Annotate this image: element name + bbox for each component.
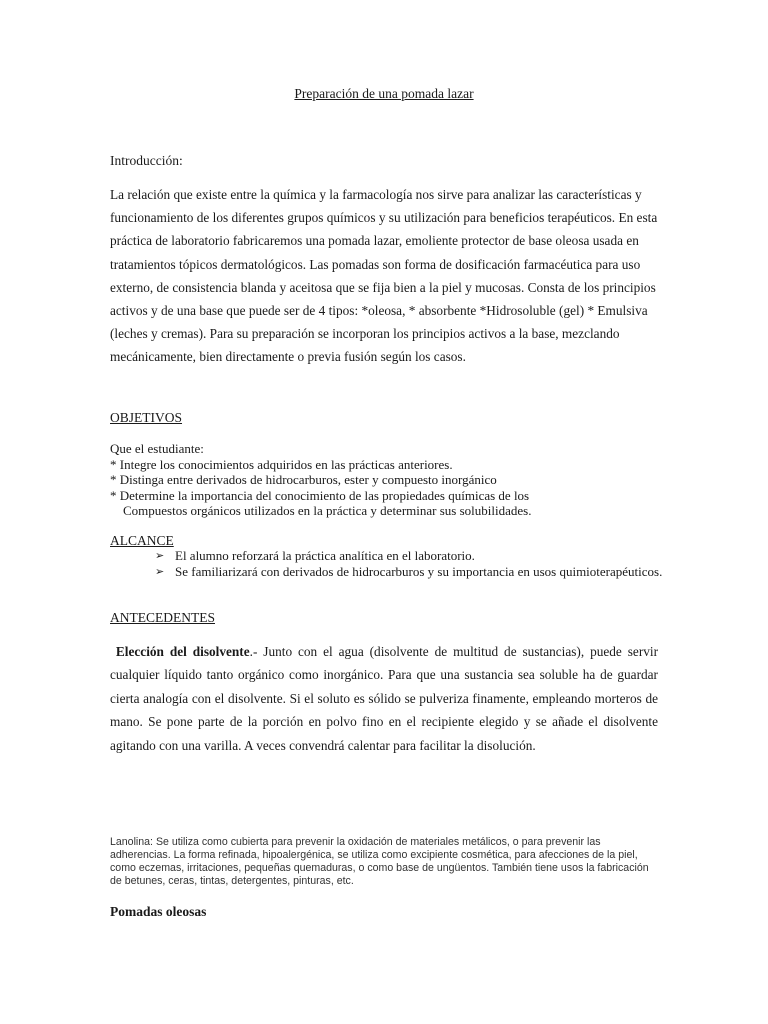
intro-paragraph: La relación que existe entre la química y la farmacología nos sirve para analizar las características y funcionamiento de los diferentes grupos químicos y su utilización para beneficios terapéuticos. En esta práctica de laboratorio fabricaremos una pomada lazar, emoliente protector de base oleosa usada en tratamientos tópicos dermatológicos. Las pomadas son forma de dosificación farmacéutica para uso externo, de consistencia blanda y aceitosa que se fija bien a la piel y mucosas. Consta de los principios activos y de una base que puede ser de 4 tipos: *oleosa, * absorbente *Hidrosoluble (gel) * Emulsiva (leches y cremas). Para su preparación se incorporan los principios activos a la base, mezclando mecánicamente, bien directamente o previa fusión según los casos.: [110, 187, 658, 365]
objetivo-item: * Determine la importancia del conocimiento de las propiedades químicas de los: [110, 487, 530, 503]
alcance-heading: ALCANCE: [110, 533, 174, 548]
antecedentes-bold-lead: Elección del disolvente: [115, 644, 250, 659]
alcance-item: [155, 564, 675, 580]
alcance-list: [155, 548, 675, 579]
objetivos-list: [110, 441, 670, 519]
alcance-item-text: Se familiarizará con derivados de hidrocarburos y su importancia en usos quimioterapéuticos.: [175, 563, 663, 579]
objetivos-heading: OBJETIVOS: [110, 410, 183, 425]
antecedentes-paragraph: [110, 640, 658, 757]
arrow-bullet-icon: ➢: [155, 549, 165, 562]
antecedentes-body: .- Junto con el agua (disolvente de multitud de sustancias), puede servir cualquier líquido tanto orgánico como inorgánico. Para que una sustancia sea soluble ha de guardar cierta analogía con el disolvente. Si el soluto es sólido se pulveriza finamente, empleando morteros de mano. Se pone parte de la porción en polvo fino en el recipiente elegido y se añade el disolvente agitando con una varilla. A veces convendrá calentar para facilitar la disolución.: [110, 644, 659, 753]
objetivo-item: * Integre los conocimientos adquiridos en las prácticas anteriores.: [110, 456, 453, 472]
objetivo-item-continuation: Compuestos orgánicos utilizados en la práctica y determinar sus solubilidades.: [123, 503, 532, 519]
objetivos-lead: Que el estudiante:: [110, 441, 204, 456]
objetivo-item: * Distinga entre derivados de hidrocarburos, ester y compuesto inorgánico: [110, 472, 497, 488]
antecedentes-heading: ANTECEDENTES: [110, 610, 215, 625]
intro-heading: Introducción:: [110, 153, 183, 168]
alcance-item: [155, 548, 675, 564]
lanolina-note: Lanolina: Se utiliza como cubierta para prevenir la oxidación de materiales metálicos, o para prevenir las adherencias. La forma refinada, hipoalergénica, se utiliza como excipiente cosmética, para afecciones de la piel, como eczemas, irritaciones, pequeñas quemaduras, o como base de ungüentos. También tiene usos la fabricación de betunes, ceras, tintas, detergentes, pinturas, etc.: [110, 836, 649, 888]
alcance-item-text: El alumno reforzará la práctica analítica en el laboratorio.: [175, 548, 475, 563]
pomadas-oleosas-heading: Pomadas oleosas: [110, 904, 207, 919]
document-title: Preparación de una pomada lazar: [294, 86, 474, 101]
arrow-bullet-icon: ➢: [155, 564, 165, 578]
